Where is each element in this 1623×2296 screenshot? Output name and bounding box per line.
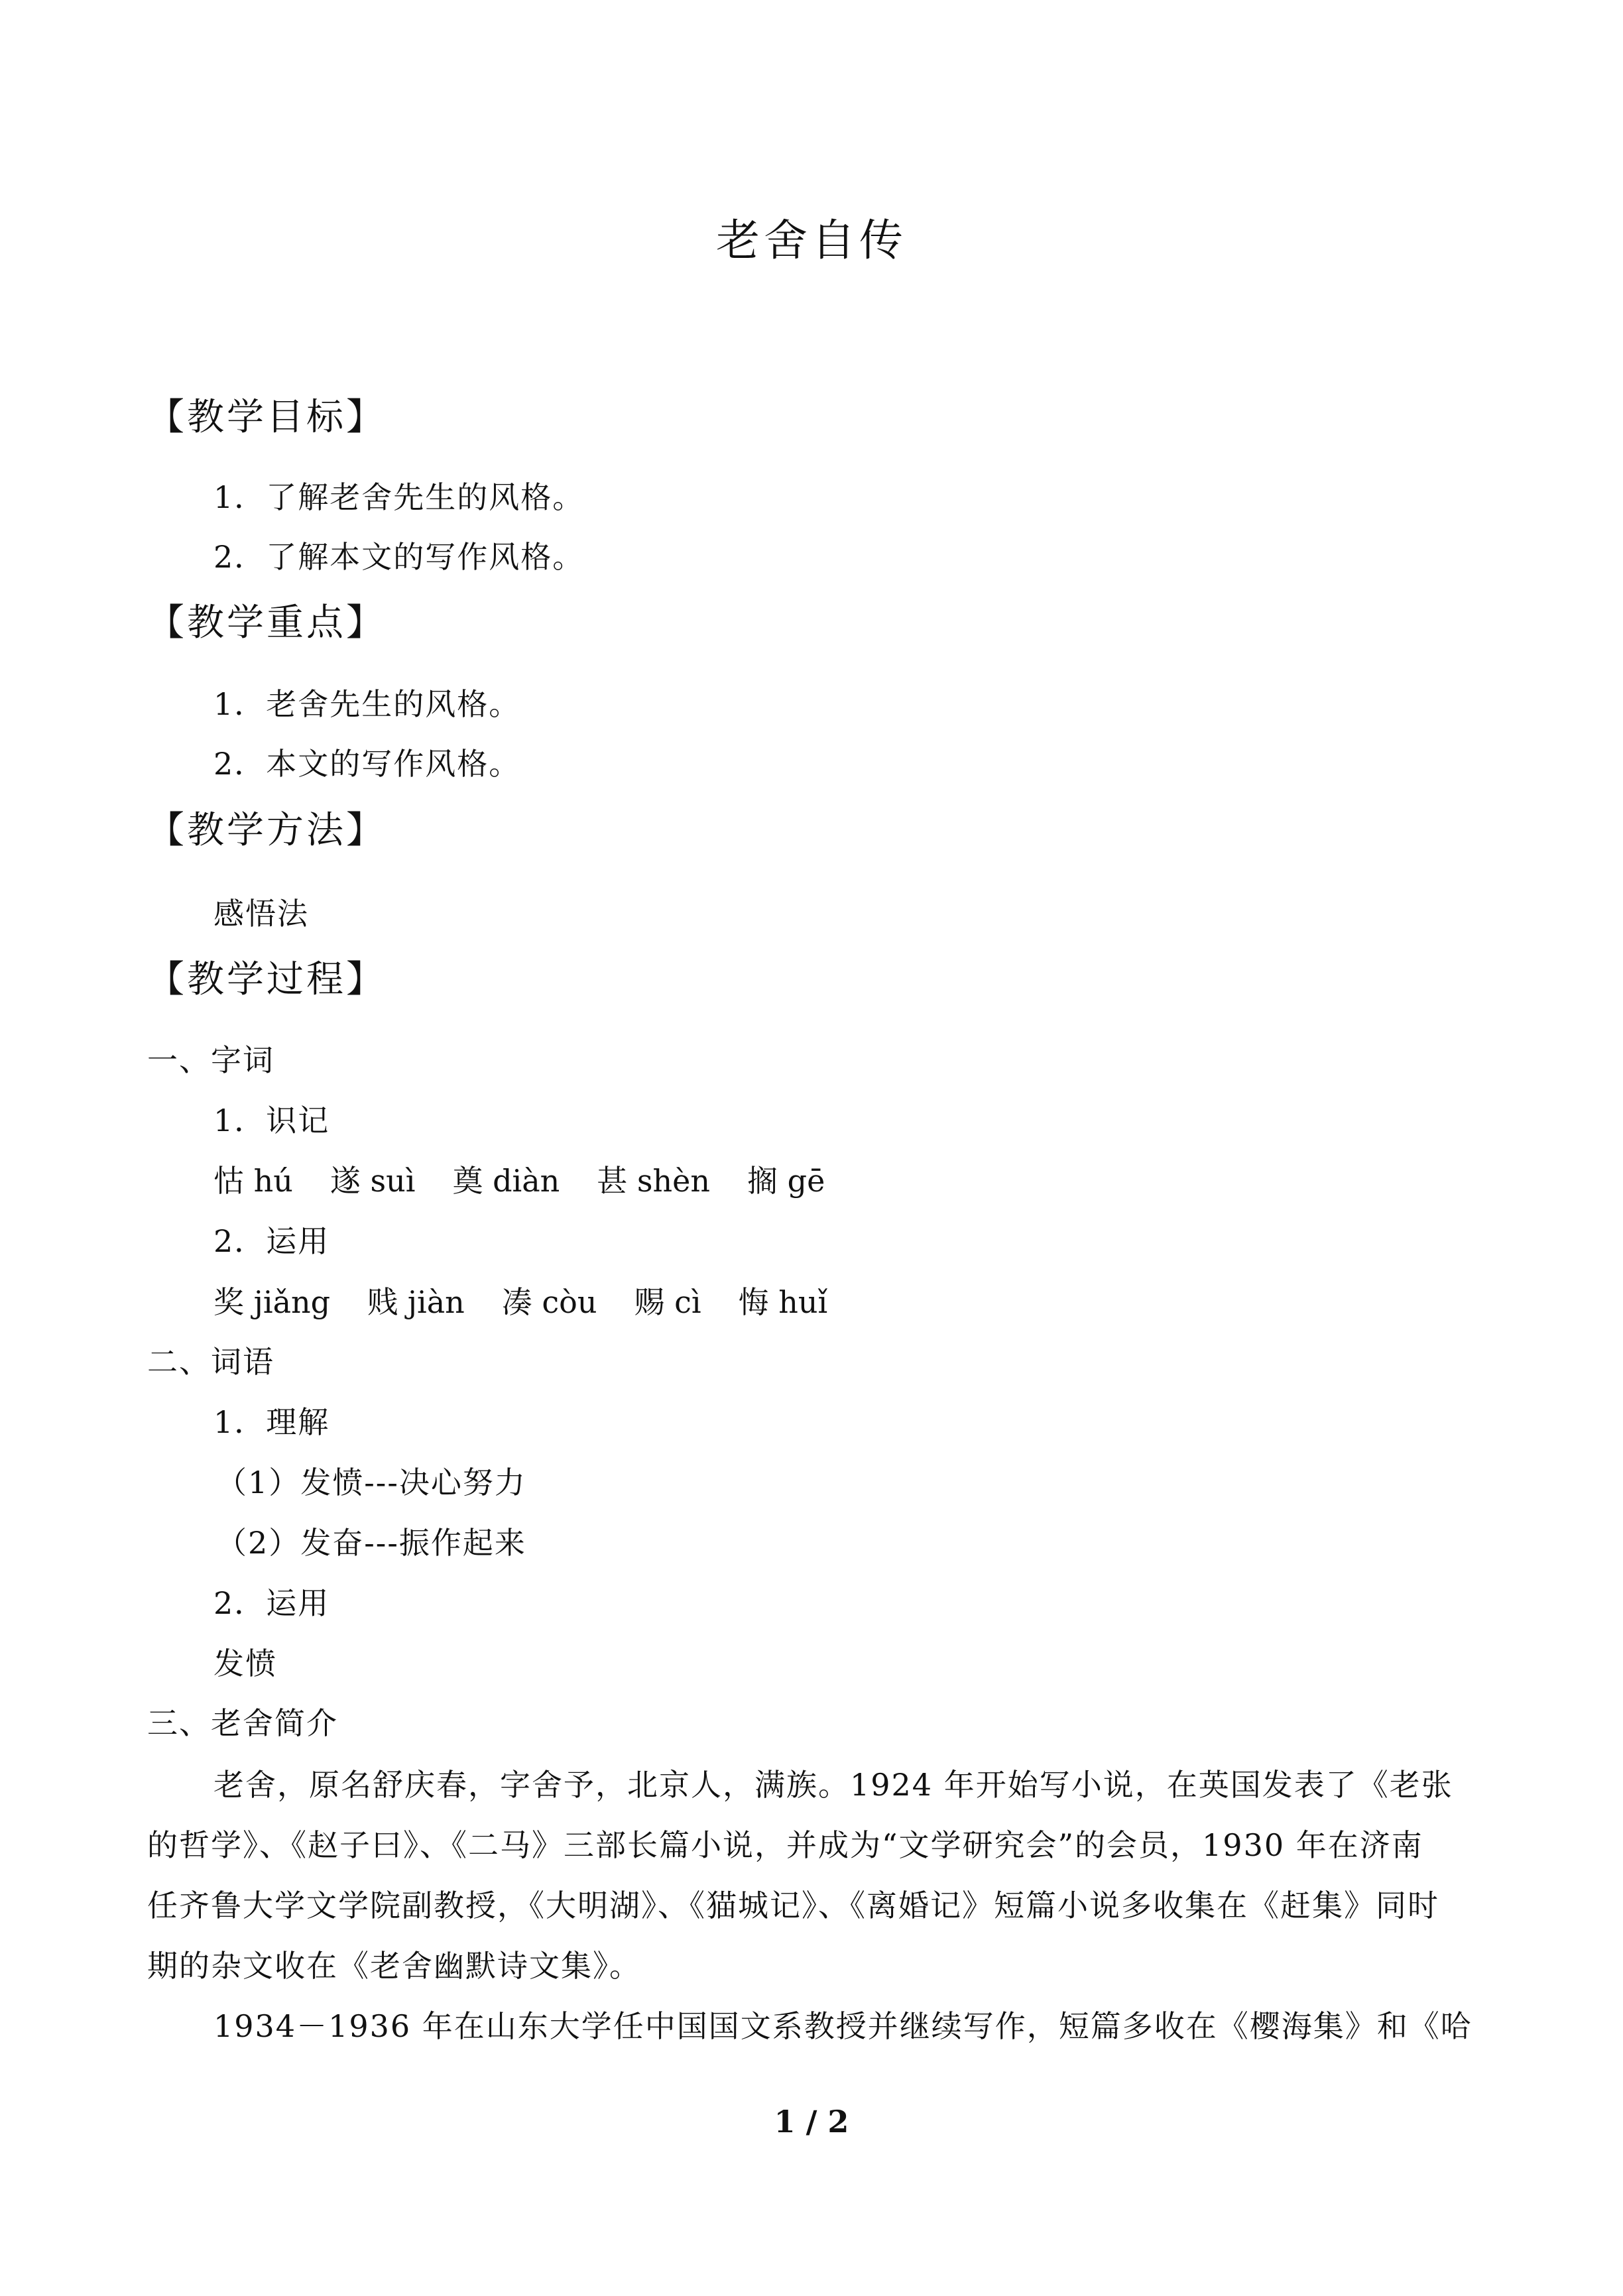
word-item: 搁 gē <box>747 1163 825 1199</box>
word-item: 奖 jiǎng <box>213 1284 331 1320</box>
page-number: 1 / 2 <box>774 2104 849 2140</box>
method-text: 感悟法 <box>213 896 309 932</box>
heading-focus: 【教学重点】 <box>147 601 386 644</box>
focus-item-2: 2．本文的写作风格。 <box>213 746 521 782</box>
bio-line-4: 期的杂文收在《老舍幽默诗文集》。 <box>147 1948 641 1984</box>
bio-line-1: 老舍，原名舒庆春，字舍予，北京人，满族。1924 年开始写小说，在英国发表了《老张 <box>213 1767 1453 1803</box>
heading-method: 【教学方法】 <box>147 809 386 852</box>
part3-label: 三、老舍简介 <box>147 1705 338 1741</box>
bio-line-5: 1934－1936 年在山东大学任中国国文系教授并继续写作，短篇多收在《樱海集》和《哈 <box>213 2008 1473 2044</box>
focus-item-1: 1．老舍先生的风格。 <box>213 686 521 722</box>
goal-item-1: 1．了解老舍先生的风格。 <box>213 479 585 515</box>
definition-1: （1）发愤---决心努力 <box>216 1465 526 1500</box>
word-item: 贱 jiàn <box>367 1284 465 1320</box>
word-list-recognize <box>213 1160 862 1202</box>
part2-sub2: 2．运用 <box>213 1585 330 1621</box>
goal-item-2: 2．了解本文的写作风格。 <box>213 539 585 575</box>
definition-2: （2）发奋---振作起来 <box>216 1525 526 1561</box>
part2-usage: 发愤 <box>213 1646 277 1681</box>
part1-sub1: 1．识记 <box>213 1103 330 1138</box>
word-item: 甚 shèn <box>597 1163 710 1199</box>
word-item: 凑 còu <box>501 1284 597 1320</box>
word-item: 悔 huǐ <box>738 1284 828 1320</box>
part1-sub2: 2．运用 <box>213 1223 330 1259</box>
word-list-apply <box>213 1281 865 1323</box>
heading-goals: 【教学目标】 <box>147 396 386 439</box>
word-item: 赐 cì <box>634 1284 701 1320</box>
word-item: 怙 hú <box>213 1163 293 1199</box>
bio-line-2: 的哲学》、《赵子曰》、《二马》三部长篇小说，并成为“文学研究会”的会员，1930 年在济南 <box>147 1827 1423 1863</box>
part2-label: 二、词语 <box>147 1344 274 1380</box>
part1-label: 一、字词 <box>147 1042 274 1078</box>
part2-sub1: 1．理解 <box>213 1404 330 1440</box>
word-item: 奠 diàn <box>452 1163 560 1199</box>
page-title: 老舍自传 <box>716 215 907 266</box>
word-item: 遂 suì <box>330 1163 416 1199</box>
heading-process: 【教学过程】 <box>147 958 386 1001</box>
bio-line-3: 任齐鲁大学文学院副教授，《大明湖》、《猫城记》、《离婚记》短篇小说多收集在《赶集》同时 <box>147 1888 1439 1923</box>
